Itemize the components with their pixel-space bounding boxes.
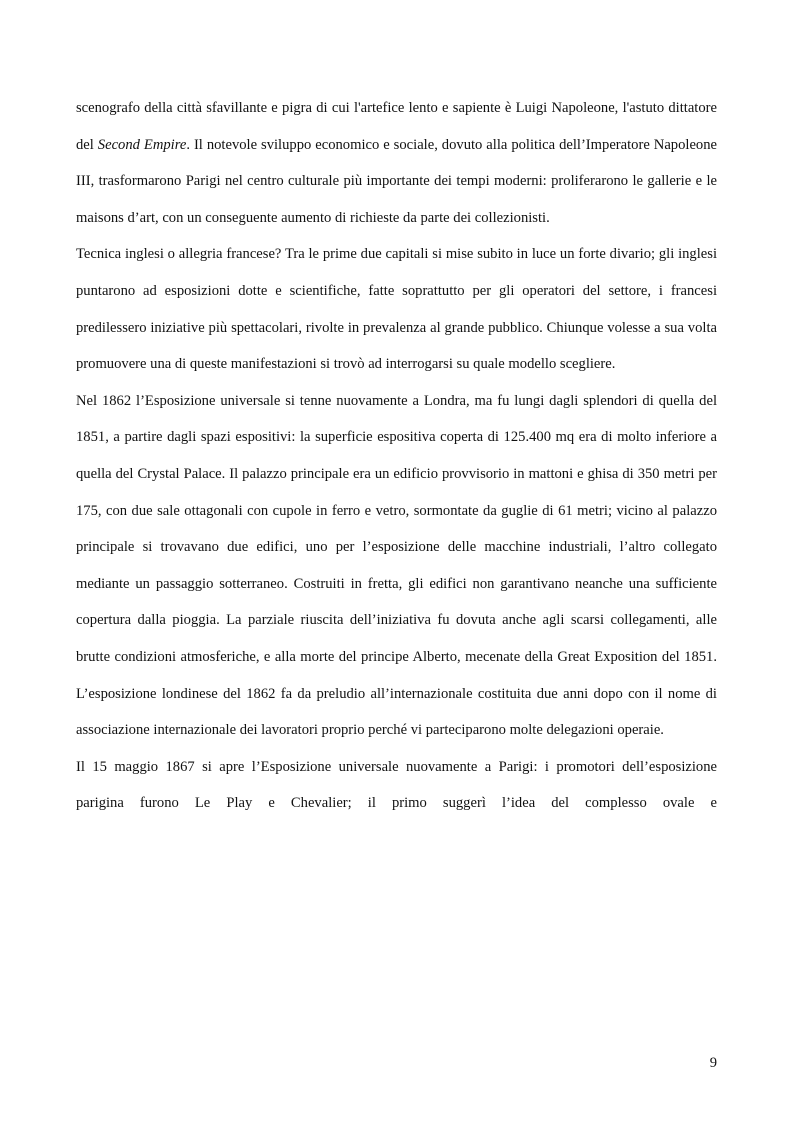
second-empire-italic: Second Empire bbox=[97, 136, 187, 153]
paragraph-1-text-start: scenografo della città sfavillante e pigra di cui l'artefice lento e sapiente è Luigi Napoleone, l'astuto dittatore del bbox=[76, 100, 717, 153]
paragraph-1-text-end: . Il notevole sviluppo economico e sociale, dovuto alla politica dell’Imperatore Napoleone III, trasformarono Parigi nel centro culturale più importante dei tempi moderni: proliferarono le gallerie e le maisons d’art, con un conseguente aumento di richieste da parte dei collezionisti. bbox=[76, 136, 717, 226]
paragraph-4: Il 15 maggio 1867 si apre l’Esposizione universale nuovamente a Parigi: i promotori dell’esposizione parigina furono Le Play e Chevalier; il primo suggerì l’idea del complesso ovale e bbox=[76, 758, 717, 812]
page-number: 9 bbox=[709, 1055, 717, 1071]
document-body bbox=[76, 90, 717, 822]
paragraph-2: Tecnica inglesi o allegria francese? Tra le prime due capitali si mise subito in luce un forte divario; gli inglesi puntarono ad esposizioni dotte e scientifiche, fatte soprattutto per gli operatori del settore, i francesi predilessero iniziative più spettacolari, rivolte in prevalenza al grande pubblico. Chiunque volesse a sua volta promuovere una di queste manifestazioni si trovò ad interrogarsi su quale modello scegliere. bbox=[76, 246, 717, 373]
paragraph-1 bbox=[76, 90, 717, 236]
paragraph-3: Nel 1862 l’Esposizione universale si tenne nuovamente a Londra, ma fu lungi dagli splendori di quella del 1851, a partire dagli spazi espositivi: la superficie espositiva coperta di 125.400 mq era di molto inferiore a quella del Crystal Palace. Il palazzo principale era un edificio provvisorio in mattoni e ghisa di 350 metri per 175, con due sale ottagonali con cupole in ferro e vetro, sormontate da guglie di 61 metri; vicino al palazzo principale si trovavano due edifici, uno per l’esposizione delle macchine industriali, l’altro collegato mediante un passaggio sotterraneo. Costruiti in fretta, gli edifici non garantivano neanche una sufficiente copertura dalla pioggia. La parziale riuscita dell’iniziativa fu dovuta anche agli scarsi collegamenti, alle brutte condizioni atmosferiche, e alla morte del principe Alberto, mecenate della Great Exposition del 1851. L’esposizione londinese del 1862 fa da preludio all’internazionale costituita due anni dopo con il nome di associazione internazionale dei lavoratori proprio perché vi parteciparono molte delegazioni operaie. bbox=[76, 392, 717, 739]
